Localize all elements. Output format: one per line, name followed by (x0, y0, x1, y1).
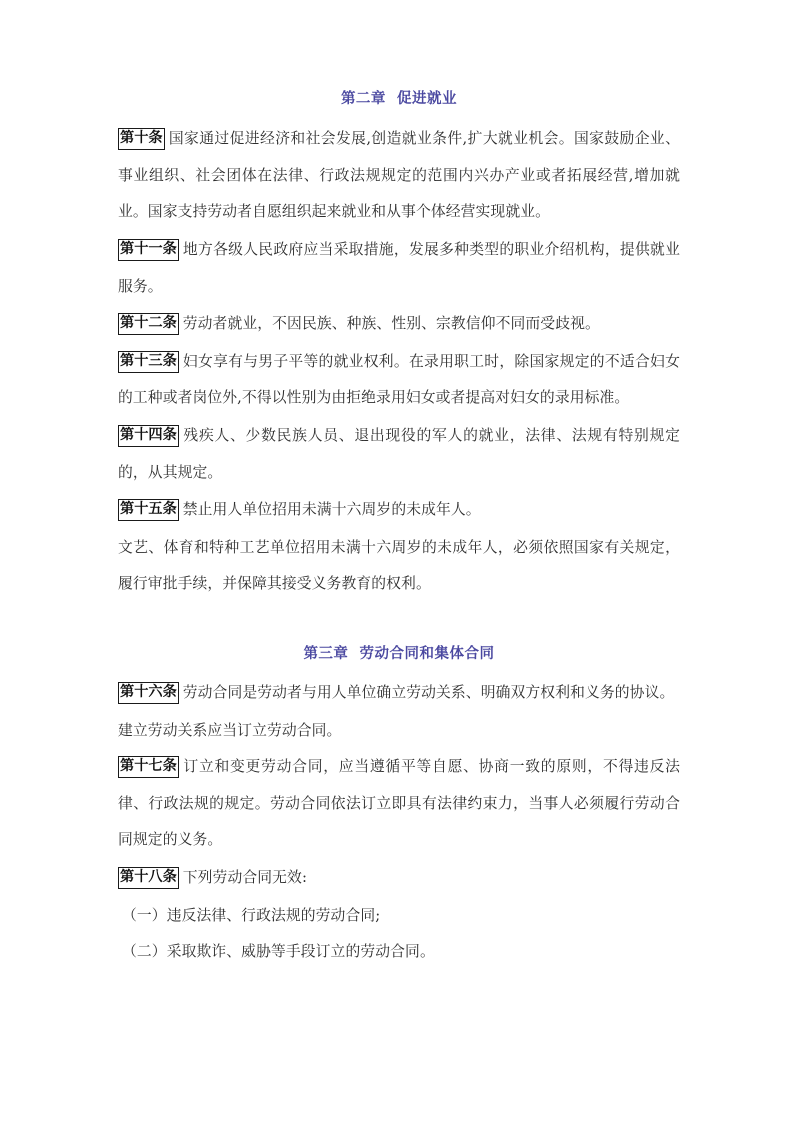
article-text: 劳动合同是劳动者与用人单位确立劳动关系、明确双方权利和义务的协议。 (182, 684, 675, 702)
article-label: 第十条 (118, 128, 165, 150)
article-item (118, 675, 680, 712)
article-item (118, 121, 680, 231)
article-item (118, 749, 680, 859)
article-item (118, 306, 680, 343)
document-body (118, 88, 680, 971)
article-text: 妇女享有与男子平等的就业权利。在录用职工时，除国家规定的不适合妇女的工种或者岗位外,不得以性别为由拒绝录用妇女或者提高对妇女的录用标准。 (118, 352, 680, 407)
article-sub-item: （二）采取欺诈、威胁等手段订立的劳动合同。 (122, 943, 435, 961)
article-continuation: 文艺、体育和特种工艺单位招用未满十六周岁的未成年人，必须依照国家有关规定，履行审批手续，并保障其接受义务教育的权利。 (118, 538, 680, 593)
article-label: 第十八条 (118, 867, 179, 889)
article-text: 劳动者就业，不因民族、种族、性别、宗教信仰不同而受歧视。 (182, 315, 600, 333)
article-label: 第十一条 (118, 239, 179, 261)
chapter-heading-2: 第二章 促进就业 (340, 91, 458, 107)
article-item (118, 860, 680, 897)
article-item (118, 492, 680, 529)
article-text: 下列劳动合同无效: (182, 869, 308, 887)
article-text: 残疾人、少数民族人员、退出现役的军人的就业，法律、法规有特别规定的，从其规定。 (118, 426, 680, 481)
article-text: 禁止用人单位招用未满十六周岁的未成年人。 (182, 501, 481, 519)
article-label: 第十二条 (118, 313, 179, 335)
article-label: 第十五条 (118, 499, 179, 521)
article-item (118, 344, 680, 417)
article-item (118, 232, 680, 305)
chapter-heading-3: 第三章 劳动合同和集体合同 (303, 645, 495, 662)
article-continuation: 建立劳动关系应当订立劳动合同。 (118, 721, 342, 739)
article-text: 订立和变更劳动合同，应当遵循平等自愿、协商一致的原则，不得违反法律、行政法规的规定。劳动合同依法订立即具有法律约束力，当事人必须履行劳动合同规定的义务。 (118, 758, 680, 849)
chapter-section-3 (118, 643, 680, 666)
article-item (118, 418, 680, 491)
article-label: 第十七条 (118, 756, 179, 778)
article-label: 第十四条 (118, 425, 179, 447)
chapter-section-2 (118, 88, 680, 111)
article-sub-item: （一）违反法律、行政法规的劳动合同; (122, 906, 381, 924)
article-label: 第十三条 (118, 351, 179, 373)
article-label: 第十六条 (118, 682, 179, 704)
article-text: 地方各级人民政府应当采取措施，发展多种类型的职业介绍机构，提供就业服务。 (118, 240, 680, 295)
article-text: 国家通过促进经济和社会发展,创造就业条件,扩大就业机会。国家鼓励企业、事业组织、社会团体在法律、行政法规规定的范围内兴办产业或者拓展经营,增加就业。国家支持劳动者自愿组织起来就业和从事个体经营实现就业。 (118, 130, 680, 221)
